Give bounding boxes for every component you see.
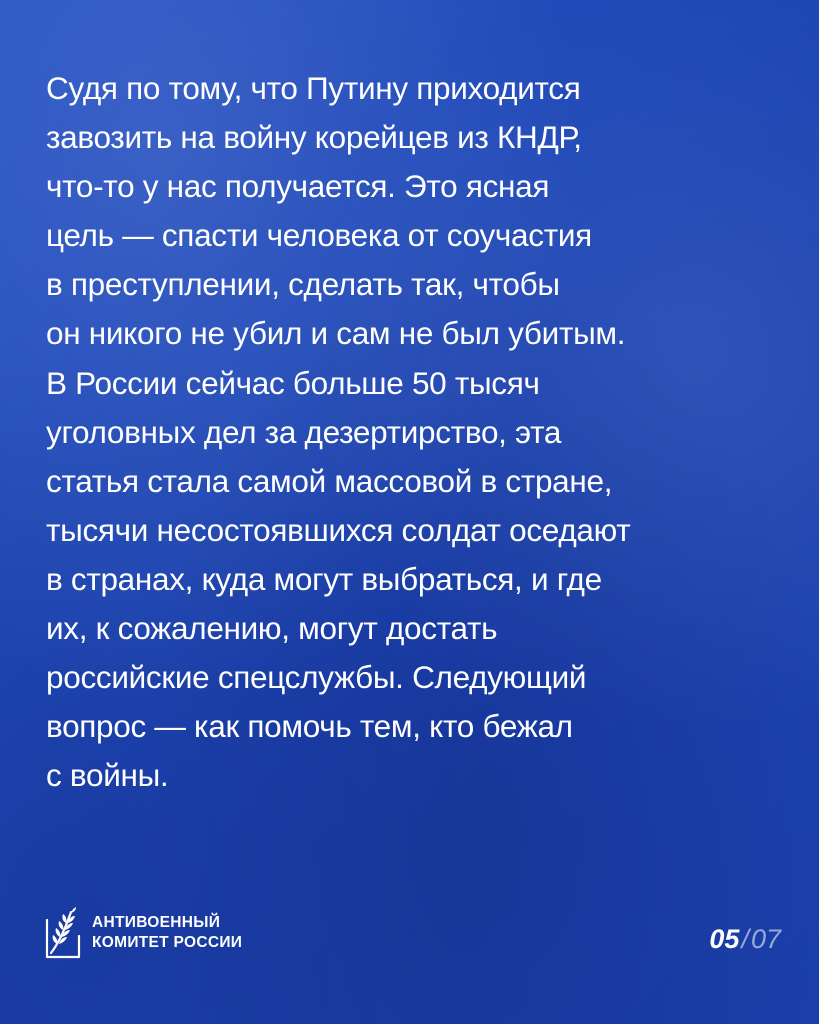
body-text-line: завозить на войну корейцев из КНДР, bbox=[46, 119, 582, 156]
body-text-line: цель — спасти человека от соучастия bbox=[46, 217, 592, 254]
body-text-line: российские спецслужбы. Следующий bbox=[46, 659, 587, 696]
body-text-line: с войны. bbox=[46, 757, 169, 794]
logo-line-1: АНТИВОЕННЫЙ bbox=[92, 914, 221, 931]
body-text-line: он никого не убил и сам не был убитым. bbox=[46, 315, 626, 352]
body-text-line: что-то у нас получается. Это ясная bbox=[46, 168, 550, 205]
body-text-line: уголовных дел за дезертирство, эта bbox=[46, 413, 562, 450]
logo-text bbox=[92, 913, 242, 953]
body-text bbox=[46, 64, 796, 800]
page-current: 05 bbox=[709, 924, 740, 954]
body-text-line: их, к сожалению, могут достать bbox=[46, 610, 498, 647]
logo-line-2: КОМИТЕТ РОССИИ bbox=[92, 934, 243, 951]
body-text-line: тысячи несостоявшихся солдат оседают bbox=[46, 511, 631, 548]
body-text-line: В России сейчас больше 50 тысяч bbox=[46, 364, 540, 401]
wheat-ear-icon bbox=[44, 906, 82, 960]
page-total: 07 bbox=[750, 924, 781, 954]
body-text-line: в странах, куда могут выбраться, и где bbox=[46, 560, 602, 597]
logo bbox=[44, 906, 242, 960]
body-text-line: вопрос — как помочь тем, кто бежал bbox=[46, 708, 573, 745]
body-text-line: статья стала самой массовой в стране, bbox=[46, 462, 613, 499]
page-counter bbox=[709, 924, 781, 954]
body-text-line: в преступлении, сделать так, чтобы bbox=[46, 266, 560, 303]
body-text-line: Судя по тому, что Путину приходится bbox=[46, 70, 581, 106]
page-separator: / bbox=[741, 924, 749, 954]
